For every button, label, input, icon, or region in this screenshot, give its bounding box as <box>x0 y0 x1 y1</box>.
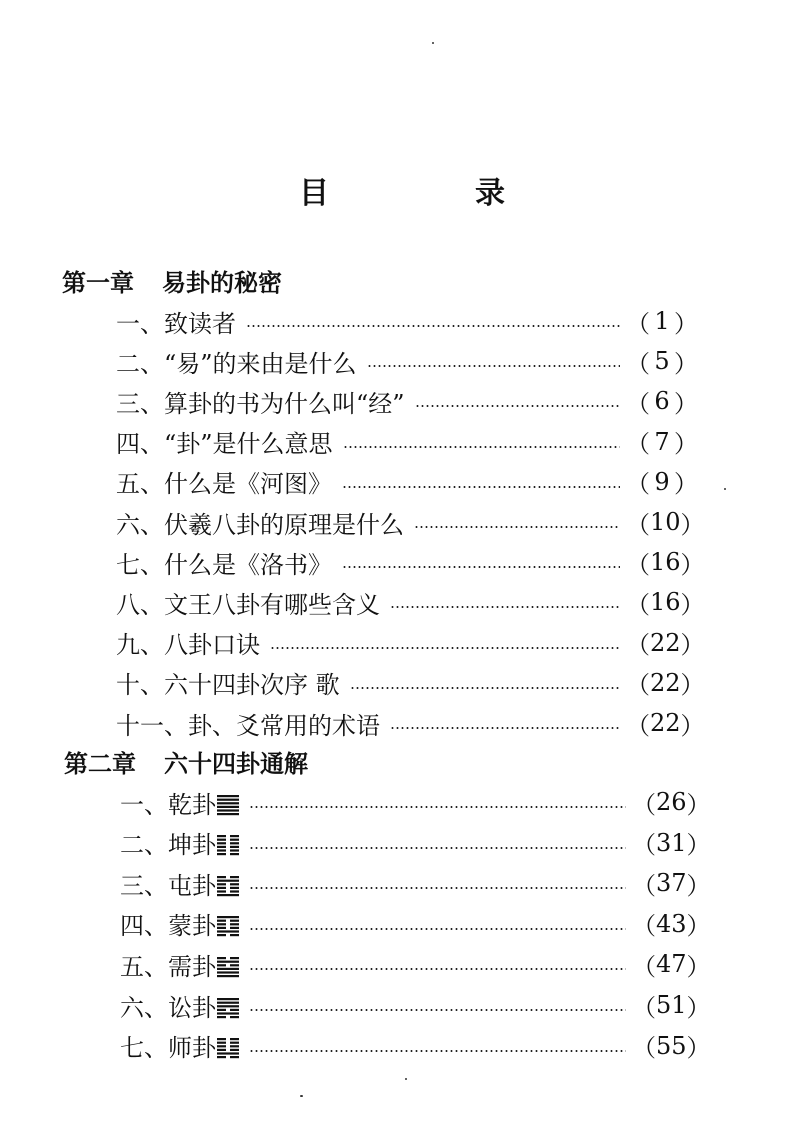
entry-label <box>116 585 390 620</box>
toc-entry[interactable] <box>116 665 705 701</box>
toc-entry[interactable] <box>120 825 711 861</box>
page-number-value: 37 <box>656 869 687 898</box>
entry-title: 十、六十四卦次序 歌 <box>116 671 340 700</box>
shi-hexagram-icon <box>217 1037 239 1059</box>
dot-leader <box>249 928 626 930</box>
close-paren: ） <box>680 590 705 619</box>
scan-speck <box>300 1095 303 1097</box>
page-number-value: 22 <box>650 709 681 737</box>
dot-leader <box>270 647 620 649</box>
dot-leader <box>415 405 620 407</box>
close-paren: ） <box>674 349 698 378</box>
page-number-value: 26 <box>656 788 687 816</box>
page-number-value: 43 <box>656 909 687 938</box>
page-number-value: 16 <box>650 588 681 617</box>
page-number <box>620 505 705 540</box>
page-number <box>620 585 705 620</box>
open-paren: （ <box>626 349 650 378</box>
open-paren: （ <box>626 430 650 459</box>
toc-entry[interactable] <box>116 464 698 500</box>
entry-title: 五、需卦 <box>120 952 216 981</box>
entry-title: 一、乾卦 <box>120 790 216 819</box>
dot-leader <box>342 566 620 568</box>
entry-label <box>116 505 414 540</box>
open-paren: （ <box>632 952 656 981</box>
chapter-number: 第一章 <box>62 269 134 297</box>
dot-leader <box>343 446 620 448</box>
open-paren: （ <box>626 671 650 700</box>
song-hexagram-icon <box>217 997 239 1019</box>
close-paren: ） <box>680 510 705 539</box>
dot-leader <box>414 526 620 528</box>
close-paren: ） <box>680 550 705 579</box>
dot-leader <box>246 325 620 327</box>
entry-label <box>116 344 367 379</box>
open-paren: （ <box>632 871 656 900</box>
entry-label <box>120 947 249 982</box>
entry-title: 一、致读者 <box>116 309 236 338</box>
page-number-value: 1 <box>654 307 670 335</box>
page-number-value: 7 <box>654 427 670 456</box>
page-title: 目 录 <box>299 176 563 211</box>
dot-leader <box>249 887 626 889</box>
page-number <box>626 947 711 982</box>
page-number-value: 5 <box>654 347 670 376</box>
page-number-value: 55 <box>656 1031 687 1060</box>
toc-entry[interactable] <box>120 784 711 820</box>
chapter-title: 易卦的秘密 <box>162 269 282 297</box>
entry-label <box>116 665 350 700</box>
close-paren: ） <box>674 389 698 418</box>
open-paren: （ <box>632 1034 656 1063</box>
page-number <box>620 344 698 379</box>
toc-entry[interactable] <box>116 625 705 661</box>
page-number <box>626 1028 711 1063</box>
close-paren: ） <box>680 711 705 740</box>
page-number <box>626 866 711 901</box>
open-paren: （ <box>632 912 656 941</box>
page-number-value: 22 <box>650 668 681 697</box>
close-paren: ） <box>686 871 711 900</box>
close-paren: ） <box>674 309 698 338</box>
entry-title: 二、坤卦 <box>120 831 216 860</box>
page-number-value: 16 <box>650 548 681 577</box>
kun-hexagram-icon <box>217 834 239 856</box>
close-paren: ） <box>686 790 711 819</box>
entry-title: 六、伏羲八卦的原理是什么 <box>116 510 404 539</box>
close-paren: ） <box>686 993 711 1022</box>
entry-title: 四、蒙卦 <box>120 912 216 941</box>
close-paren: ） <box>686 831 711 860</box>
page-number <box>626 988 711 1023</box>
dot-leader <box>249 806 626 808</box>
entry-label <box>116 464 342 499</box>
toc-entry[interactable] <box>116 504 705 540</box>
entry-label <box>116 706 390 741</box>
entry-label <box>120 785 249 820</box>
toc-entry[interactable] <box>120 946 711 982</box>
entry-title: 二、“易”的来由是什么 <box>116 349 357 378</box>
open-paren: （ <box>626 470 650 499</box>
toc-entry[interactable] <box>116 544 705 580</box>
page-number <box>620 424 698 459</box>
entry-label <box>120 906 249 941</box>
page-number <box>626 825 711 860</box>
close-paren: ） <box>674 470 698 499</box>
entry-title: 三、算卦的书为什么叫“经” <box>116 389 405 418</box>
dot-leader <box>249 968 626 970</box>
open-paren: （ <box>632 993 656 1022</box>
zhun-hexagram-icon <box>217 875 239 897</box>
page-number-value: 31 <box>656 828 687 857</box>
open-paren: （ <box>626 711 650 740</box>
close-paren: ） <box>686 952 711 981</box>
open-paren: （ <box>632 790 656 819</box>
entry-label <box>116 304 246 339</box>
entry-title: 五、什么是《河图》 <box>116 470 332 499</box>
page-number-value: 22 <box>650 628 681 657</box>
scan-speck <box>724 488 726 490</box>
chapter-2-heading <box>64 744 308 779</box>
chapter-number: 第二章 <box>64 750 136 778</box>
page-number <box>620 545 705 580</box>
scan-speck <box>432 42 434 44</box>
entry-label <box>116 625 270 660</box>
dot-leader <box>249 1050 626 1052</box>
page-number-value: 6 <box>654 387 670 416</box>
dot-leader <box>350 687 620 689</box>
entry-label <box>116 545 342 580</box>
open-paren: （ <box>626 510 650 539</box>
entry-title: 九、八卦口诀 <box>116 631 260 660</box>
dot-leader <box>342 486 620 488</box>
meng-hexagram-icon <box>217 915 239 937</box>
toc-entry[interactable] <box>116 424 698 460</box>
toc-entry[interactable] <box>116 303 698 339</box>
open-paren: （ <box>626 590 650 619</box>
close-paren: ） <box>686 1034 711 1063</box>
dot-leader <box>249 847 626 849</box>
page-number <box>626 785 711 820</box>
entry-title: 六、讼卦 <box>120 993 216 1022</box>
page-number <box>620 384 698 419</box>
open-paren: （ <box>626 389 650 418</box>
dot-leader <box>249 1009 626 1011</box>
qian-hexagram-icon <box>217 794 239 816</box>
entry-label <box>120 825 249 860</box>
entry-title: 四、“卦”是什么意思 <box>116 430 333 459</box>
close-paren: ） <box>686 912 711 941</box>
chapter-1-heading <box>62 263 282 298</box>
entry-title: 八、文王八卦有哪些含义 <box>116 590 380 619</box>
page-number <box>626 906 711 941</box>
close-paren: ） <box>680 671 705 700</box>
xu-hexagram-icon <box>217 956 239 978</box>
toc-entry[interactable] <box>116 343 698 379</box>
open-paren: （ <box>626 550 650 579</box>
page-number <box>620 706 705 741</box>
toc-entry[interactable] <box>120 987 711 1023</box>
page-number <box>620 625 705 660</box>
entry-title: 十一、卦、爻常用的术语 <box>116 711 380 740</box>
toc-entry[interactable] <box>116 383 698 419</box>
entry-label <box>116 384 415 419</box>
page-number <box>620 304 698 339</box>
dot-leader <box>390 606 620 608</box>
page-number-value: 9 <box>654 467 670 496</box>
entry-title: 七、什么是《洛书》 <box>116 550 332 579</box>
close-paren: ） <box>680 631 705 660</box>
open-paren: （ <box>626 631 650 660</box>
entry-title: 三、屯卦 <box>120 871 216 900</box>
toc-entry[interactable] <box>116 705 705 741</box>
page-number <box>620 665 705 700</box>
open-paren: （ <box>626 309 650 338</box>
dot-leader <box>390 727 620 729</box>
entry-label <box>120 1028 249 1063</box>
page-number-value: 51 <box>656 991 687 1019</box>
chapter-title: 六十四卦通解 <box>164 750 308 778</box>
page-number-value: 10 <box>650 508 681 536</box>
page-number-value: 47 <box>656 950 687 979</box>
toc-entry[interactable] <box>120 906 711 942</box>
open-paren: （ <box>632 831 656 860</box>
page-number <box>620 464 698 499</box>
dot-leader <box>367 365 620 367</box>
entry-label <box>120 866 249 901</box>
entry-title: 七、师卦 <box>120 1034 216 1063</box>
scan-speck <box>405 1078 407 1080</box>
close-paren: ） <box>674 430 698 459</box>
entry-label <box>116 424 343 459</box>
entry-label <box>120 988 249 1023</box>
toc-entry[interactable] <box>120 865 711 901</box>
toc-entry[interactable] <box>116 584 705 620</box>
toc-entry[interactable] <box>120 1028 711 1064</box>
